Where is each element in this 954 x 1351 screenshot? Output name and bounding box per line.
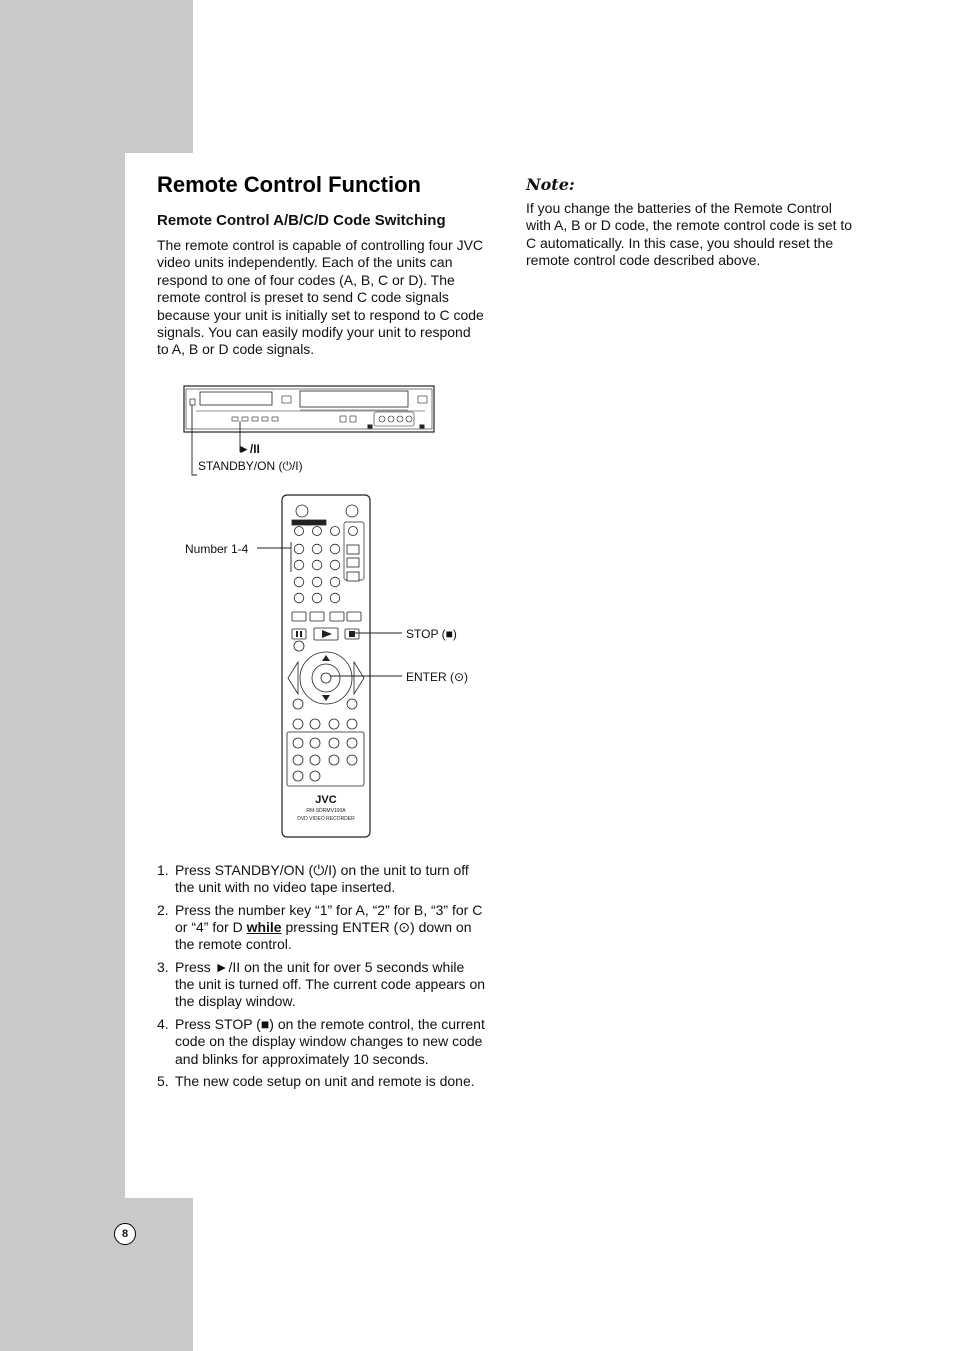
intro-paragraph: The remote control is capable of controlling four JVC video units independently. Each of the units can respond to one of four codes (A, B, C or D). The remote control is preset to send C code signals because your unit is initially set to respond to C code signals. You can easily modify your unit to respond to A, B or D code signals. <box>157 237 484 358</box>
callout-number: Number 1-4 <box>185 542 249 556</box>
note-text: If you change the batteries of the Remote Control with A, B or D code, the remote control code is set to C automatically. In this case, you should reset the remote control code described above. <box>526 200 853 269</box>
remote-product: DVD VIDEO RECORDER <box>297 816 355 822</box>
callout-standby: STANDBY/ON (⏻/I) <box>198 459 303 473</box>
step-item: 5. The new code setup on unit and remote is done. <box>157 1073 475 1090</box>
page-number: 8 <box>114 1223 136 1245</box>
section-subtitle: Remote Control A/B/C/D Code Switching <box>157 212 446 229</box>
recorder-unit <box>184 386 434 432</box>
step-item: 4. Press STOP (■) on the remote control, the current code on the display window changes to new code and blinks for approximately 10 seconds. <box>157 1016 485 1067</box>
callout-enter: ENTER (⊙) <box>406 670 469 684</box>
note-heading: Note: <box>526 175 575 194</box>
remote-model: RM-SDRMV100A <box>306 808 346 814</box>
page-title: Remote Control Function <box>157 172 421 197</box>
step-item: 2. Press the number key “1” for A, “2” for B, “3” for C or “4” for D while pressing ENTER (⊙) down on the remote control. <box>157 901 483 953</box>
callout-play-pause: ►/II <box>238 442 260 456</box>
callout-stop: STOP (■) <box>406 627 457 641</box>
step-item: 3. Press ►/II on the unit for over 5 seconds while the unit is turned off. The current code appears on the display window. <box>157 959 486 1010</box>
remote-control <box>282 495 370 837</box>
remote-brand: JVC <box>315 794 337 806</box>
steps-list <box>157 862 487 1096</box>
page-margin-bottom <box>0 1198 193 1351</box>
step-item: 1. Press STANDBY/ON (⏻/I) on the unit to turn off the unit with no video tape inserted. <box>157 862 469 896</box>
